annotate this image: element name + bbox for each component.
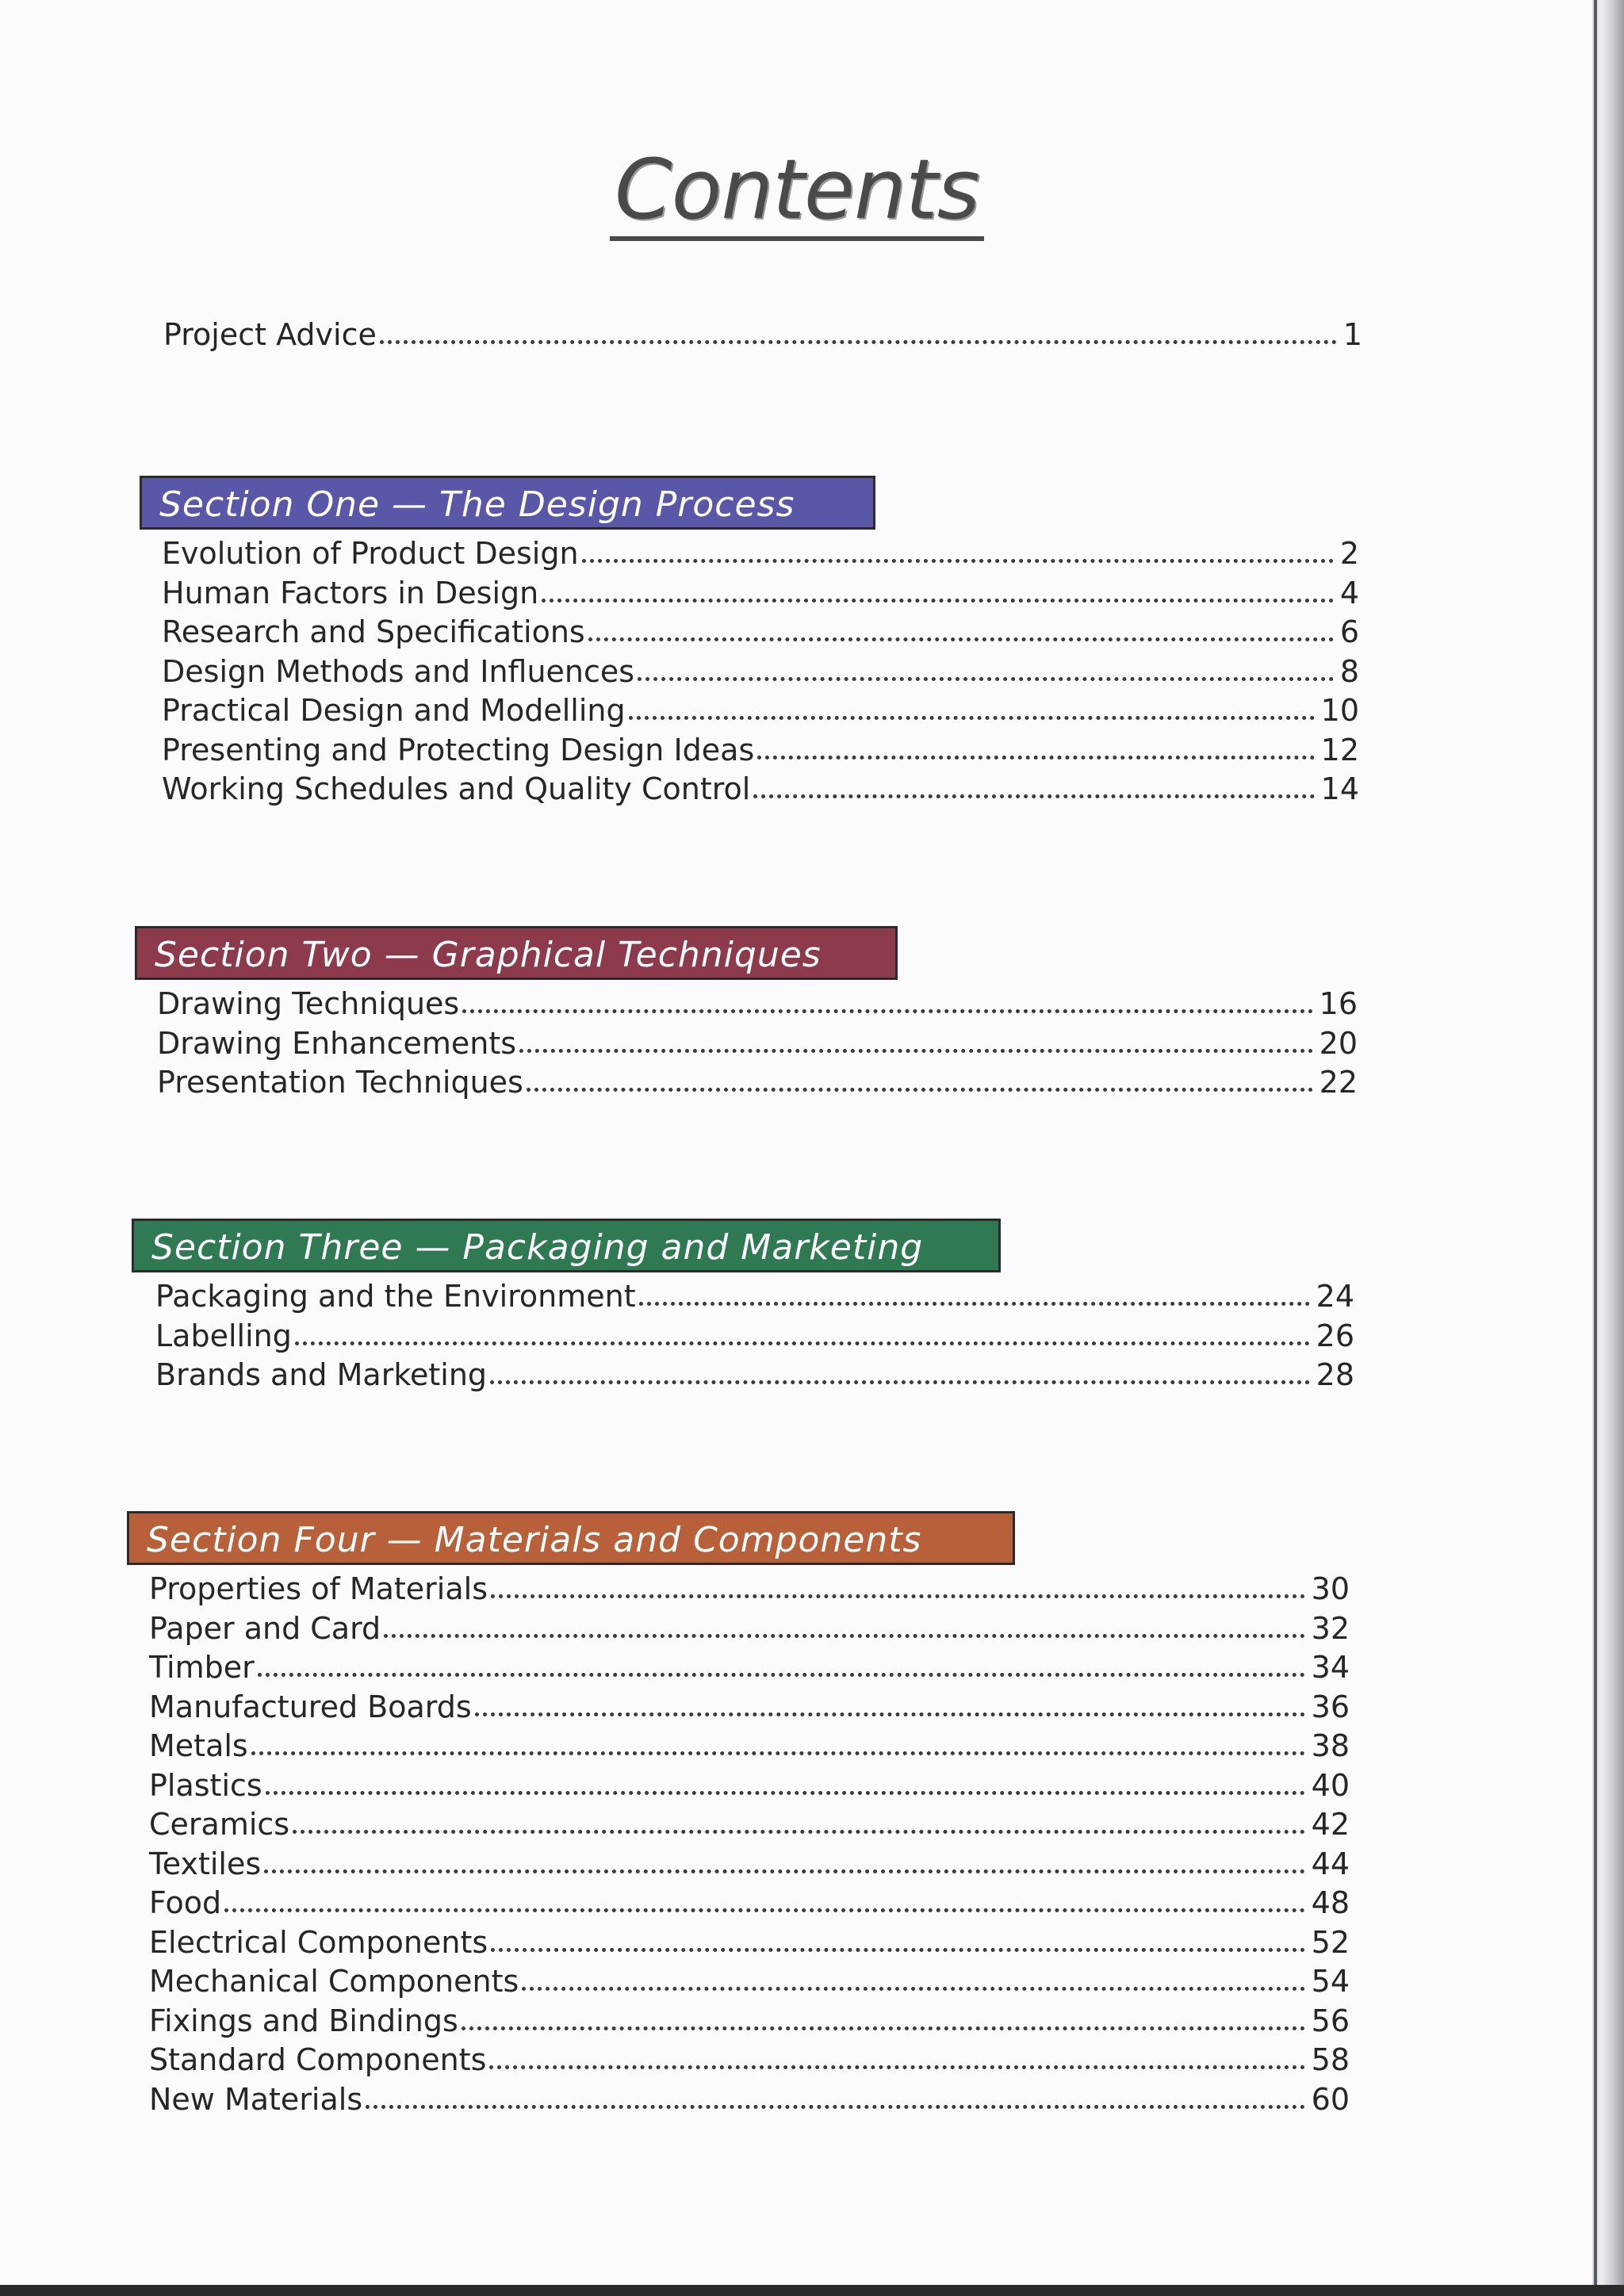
toc-entry-title: Paper and Card	[149, 1610, 381, 1646]
toc-entry[interactable]	[157, 1024, 1358, 1062]
toc-entry-title: Drawing Techniques	[157, 986, 460, 1021]
toc-entry-title: Human Factors in Design	[162, 575, 539, 610]
dot-leader	[475, 1712, 1305, 1716]
toc-entry[interactable]	[149, 1688, 1350, 1726]
toc-entry[interactable]	[149, 2041, 1350, 2079]
toc-entry[interactable]	[162, 574, 1359, 612]
toc-entry-title: Presentation Techniques	[157, 1065, 523, 1100]
section-heading: Section Four — Materials and Components	[127, 1511, 1015, 1565]
toc-entry-title: Evolution of Product Design	[162, 536, 579, 571]
toc-entry-title: Packaging and the Environment	[155, 1279, 636, 1314]
section-heading: Section One — The Design Process	[140, 476, 875, 530]
toc-entry-project-advice[interactable]	[163, 316, 1362, 354]
toc-entry-title: Drawing Enhancements	[157, 1025, 517, 1061]
toc-entry-title: Food	[149, 1885, 222, 1920]
toc-entry[interactable]	[149, 1609, 1350, 1647]
toc-entry[interactable]	[149, 1845, 1350, 1883]
toc-entry-page: 2	[1339, 536, 1359, 571]
scan-edge	[0, 2285, 1624, 2296]
toc-entry-title: Working Schedules and Quality Control	[162, 771, 751, 806]
toc-entry-page: 34	[1311, 1650, 1350, 1685]
section-heading: Section Two — Graphical Techniques	[135, 926, 898, 980]
dot-leader	[582, 559, 1334, 563]
toc-entry-title: Timber	[149, 1650, 255, 1685]
dot-leader	[264, 1869, 1304, 1873]
toc-entry-title: Labelling	[155, 1318, 292, 1353]
toc-entry-page: 54	[1311, 1964, 1350, 1999]
dot-leader	[491, 1948, 1304, 1952]
toc-entry-page: 44	[1311, 1846, 1350, 1881]
toc-entry-page: 38	[1311, 1728, 1350, 1763]
toc-entry[interactable]	[162, 613, 1359, 651]
dot-leader	[295, 1341, 1310, 1345]
toc-entry-page: 28	[1316, 1357, 1354, 1392]
page-title: Contents	[610, 147, 984, 241]
dot-leader	[380, 340, 1337, 344]
toc-entry-title: Brands and Marketing	[155, 1357, 488, 1392]
toc-entry[interactable]	[149, 1648, 1350, 1686]
toc-entry[interactable]	[162, 770, 1359, 808]
toc-entry-title: Ceramics	[149, 1807, 290, 1842]
dot-leader	[757, 756, 1314, 760]
dot-leader	[462, 2026, 1305, 2030]
toc-entry-title: Fixings and Bindings	[149, 2003, 458, 2038]
dot-leader	[489, 2065, 1304, 2069]
toc-entry-page: 48	[1311, 1885, 1350, 1920]
toc-entry[interactable]	[157, 985, 1358, 1023]
toc-entry-title: Mechanical Components	[149, 1964, 519, 1999]
toc-entry-page: 14	[1320, 771, 1359, 806]
toc-entry-page: 20	[1319, 1025, 1358, 1061]
toc-entry-title: Metals	[149, 1728, 248, 1763]
dot-leader	[224, 1908, 1305, 1912]
book-binding	[1592, 0, 1624, 2296]
toc-entry-page: 6	[1339, 614, 1359, 649]
toc-entry-page: 58	[1311, 2042, 1350, 2077]
toc-entry[interactable]	[149, 1805, 1350, 1843]
toc-entry[interactable]	[162, 652, 1359, 691]
toc-entry-page: 40	[1311, 1767, 1350, 1803]
toc-entry-title: Properties of Materials	[149, 1571, 488, 1606]
dot-leader	[490, 1380, 1310, 1384]
toc-entry-page: 52	[1311, 1924, 1350, 1960]
toc-entry-title: Project Advice	[163, 317, 377, 352]
toc-entry[interactable]	[155, 1356, 1354, 1394]
toc-entry[interactable]	[155, 1277, 1354, 1315]
dot-leader	[753, 794, 1314, 798]
toc-entry-page: 10	[1320, 693, 1359, 728]
toc-entry-page: 32	[1311, 1610, 1350, 1646]
dot-leader	[629, 716, 1315, 720]
toc-entry-page: 4	[1339, 575, 1359, 610]
dot-leader	[519, 1049, 1313, 1053]
dot-leader	[542, 599, 1334, 603]
toc-entry[interactable]	[149, 1962, 1350, 2000]
toc-entry-page: 22	[1319, 1065, 1358, 1100]
toc-entry[interactable]	[162, 691, 1359, 729]
toc-entry-title: Practical Design and Modelling	[162, 693, 626, 728]
section-heading: Section Three — Packaging and Marketing	[132, 1219, 1001, 1272]
toc-entry-page: 60	[1311, 2081, 1350, 2117]
toc-entry-page: 12	[1320, 732, 1359, 767]
dot-leader	[527, 1088, 1313, 1092]
toc-entry[interactable]	[162, 731, 1359, 769]
dot-leader	[258, 1673, 1305, 1677]
toc-entry[interactable]	[149, 1570, 1350, 1608]
binding-edge	[1594, 0, 1597, 2296]
toc-entry-title: Plastics	[149, 1767, 262, 1803]
dot-leader	[293, 1830, 1305, 1834]
dot-leader	[639, 1302, 1310, 1306]
toc-entry[interactable]	[149, 1727, 1350, 1765]
toc-entry[interactable]	[149, 2002, 1350, 2040]
toc-entry-page: 24	[1316, 1279, 1354, 1314]
toc-entry[interactable]	[149, 1766, 1350, 1804]
toc-entry-page: 26	[1316, 1318, 1354, 1353]
toc-entry[interactable]	[155, 1317, 1354, 1355]
toc-entry-title: Research and Specifications	[162, 614, 585, 649]
dot-leader	[588, 637, 1334, 641]
toc-entry-page: 30	[1311, 1571, 1350, 1606]
toc-entry-title: Presenting and Protecting Design Ideas	[162, 732, 755, 767]
toc-entry-page: 56	[1311, 2003, 1350, 2038]
toc-entry-title: New Materials	[149, 2081, 363, 2117]
toc-entry[interactable]	[157, 1063, 1358, 1101]
toc-entry-page: 42	[1311, 1807, 1350, 1842]
toc-entry[interactable]	[149, 1923, 1350, 1961]
dot-leader	[491, 1594, 1305, 1598]
toc-entry-page: 8	[1339, 653, 1359, 689]
page-title-wrapper	[0, 141, 1594, 241]
toc-entry-page: 1	[1342, 317, 1362, 352]
dot-leader	[462, 1009, 1312, 1013]
toc-entry-title: Design Methods and Influences	[162, 653, 635, 689]
toc-entry-page: 16	[1319, 986, 1358, 1021]
dot-leader	[638, 677, 1334, 681]
dot-leader	[251, 1751, 1305, 1755]
toc-entry-title: Textiles	[149, 1846, 262, 1881]
dot-leader	[384, 1634, 1304, 1638]
toc-entry-page: 36	[1311, 1689, 1350, 1724]
toc-entry-title: Standard Components	[149, 2042, 487, 2077]
dot-leader	[366, 2105, 1305, 2109]
toc-entry[interactable]	[149, 1884, 1350, 1922]
dot-leader	[266, 1791, 1305, 1795]
toc-entry-title: Manufactured Boards	[149, 1689, 472, 1724]
toc-entry[interactable]	[149, 2080, 1350, 2118]
dot-leader	[522, 1987, 1304, 1991]
toc-entry[interactable]	[162, 534, 1359, 572]
toc-entry-title: Electrical Components	[149, 1924, 488, 1960]
